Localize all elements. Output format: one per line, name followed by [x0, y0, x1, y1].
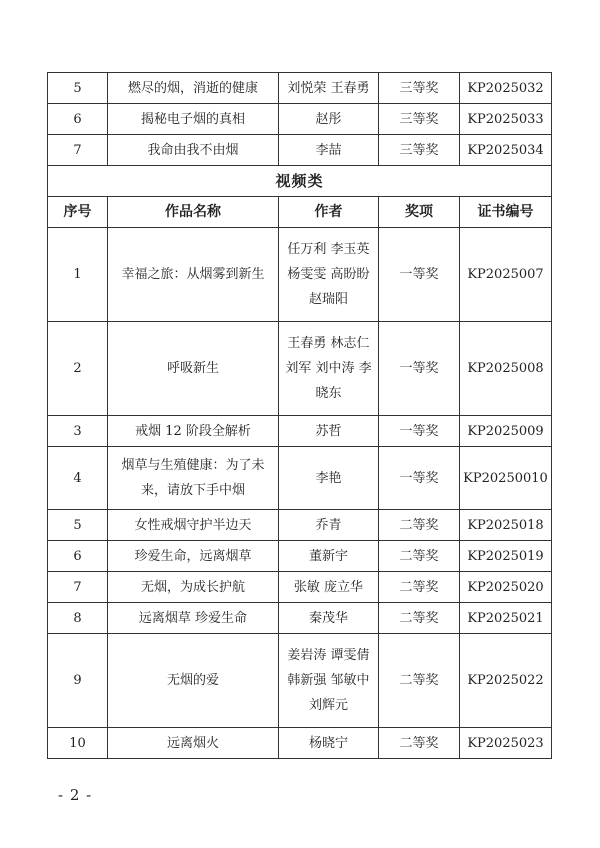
authors: 乔青	[279, 510, 379, 541]
row-number: 8	[48, 603, 108, 634]
certificate-number: KP2025009	[460, 416, 552, 447]
award: 三等奖	[379, 73, 460, 104]
header-award: 奖项	[379, 197, 460, 228]
authors: 董新宇	[279, 541, 379, 572]
header-row	[48, 197, 552, 228]
awards-table	[47, 72, 552, 759]
certificate-number: KP2025021	[460, 603, 552, 634]
header-number: 序号	[48, 197, 108, 228]
authors: 张敏 庞立华	[279, 572, 379, 603]
table-row	[48, 634, 552, 728]
work-title: 无烟，为成长护航	[108, 572, 279, 603]
award: 一等奖	[379, 228, 460, 322]
row-number: 6	[48, 541, 108, 572]
authors: 赵彤	[279, 104, 379, 135]
award: 二等奖	[379, 603, 460, 634]
authors: 秦茂华	[279, 603, 379, 634]
work-title: 无烟的爱	[108, 634, 279, 728]
authors: 刘悦荣 王春勇	[279, 73, 379, 104]
award: 一等奖	[379, 447, 460, 510]
award: 三等奖	[379, 135, 460, 166]
work-title: 幸福之旅：从烟雾到新生	[108, 228, 279, 322]
authors: 李喆	[279, 135, 379, 166]
table-row	[48, 322, 552, 416]
work-title: 戒烟 12 阶段全解析	[108, 416, 279, 447]
work-title: 远离烟草 珍爱生命	[108, 603, 279, 634]
work-title: 揭秘电子烟的真相	[108, 104, 279, 135]
certificate-number: KP20250010	[460, 447, 552, 510]
row-number: 9	[48, 634, 108, 728]
authors: 姜岩涛 谭雯倩 韩新强 邹敏中 刘辉元	[279, 634, 379, 728]
table-row	[48, 572, 552, 603]
table-row	[48, 728, 552, 759]
row-number: 10	[48, 728, 108, 759]
row-number: 4	[48, 447, 108, 510]
table-row	[48, 510, 552, 541]
certificate-number: KP2025008	[460, 322, 552, 416]
row-number: 7	[48, 135, 108, 166]
row-number: 2	[48, 322, 108, 416]
row-number: 6	[48, 104, 108, 135]
certificate-number: KP2025018	[460, 510, 552, 541]
award: 二等奖	[379, 541, 460, 572]
row-number: 3	[48, 416, 108, 447]
award: 二等奖	[379, 728, 460, 759]
table-row	[48, 104, 552, 135]
award: 二等奖	[379, 634, 460, 728]
authors: 杨晓宁	[279, 728, 379, 759]
certificate-number: KP2025019	[460, 541, 552, 572]
row-number: 5	[48, 510, 108, 541]
table-row	[48, 541, 552, 572]
work-title: 烟草与生殖健康：为了未来，请放下手中烟	[108, 447, 279, 510]
certificate-number: KP2025023	[460, 728, 552, 759]
table-row	[48, 603, 552, 634]
table-row	[48, 416, 552, 447]
page-number: - 2 -	[58, 786, 93, 804]
authors: 苏哲	[279, 416, 379, 447]
certificate-number: KP2025007	[460, 228, 552, 322]
table-row	[48, 135, 552, 166]
work-title: 珍爱生命，远离烟草	[108, 541, 279, 572]
certificate-number: KP2025033	[460, 104, 552, 135]
work-title: 燃尽的烟，消逝的健康	[108, 73, 279, 104]
award: 一等奖	[379, 322, 460, 416]
row-number: 1	[48, 228, 108, 322]
certificate-number: KP2025022	[460, 634, 552, 728]
section-row	[48, 166, 552, 197]
award: 二等奖	[379, 572, 460, 603]
work-title: 远离烟火	[108, 728, 279, 759]
table-row	[48, 228, 552, 322]
work-title: 女性戒烟守护半边天	[108, 510, 279, 541]
authors: 王春勇 林志仁 刘军 刘中涛 李晓东	[279, 322, 379, 416]
header-title: 作品名称	[108, 197, 279, 228]
row-number: 7	[48, 572, 108, 603]
work-title: 呼吸新生	[108, 322, 279, 416]
table-row	[48, 447, 552, 510]
authors: 任万利 李玉英 杨雯雯 高盼盼 赵瑞阳	[279, 228, 379, 322]
award: 三等奖	[379, 104, 460, 135]
certificate-number: KP2025032	[460, 73, 552, 104]
authors: 李艳	[279, 447, 379, 510]
table-row	[48, 73, 552, 104]
header-authors: 作者	[279, 197, 379, 228]
certificate-number: KP2025034	[460, 135, 552, 166]
section-title: 视频类	[48, 166, 552, 197]
row-number: 5	[48, 73, 108, 104]
award: 二等奖	[379, 510, 460, 541]
header-certificate: 证书编号	[460, 197, 552, 228]
certificate-number: KP2025020	[460, 572, 552, 603]
work-title: 我命由我不由烟	[108, 135, 279, 166]
award: 一等奖	[379, 416, 460, 447]
